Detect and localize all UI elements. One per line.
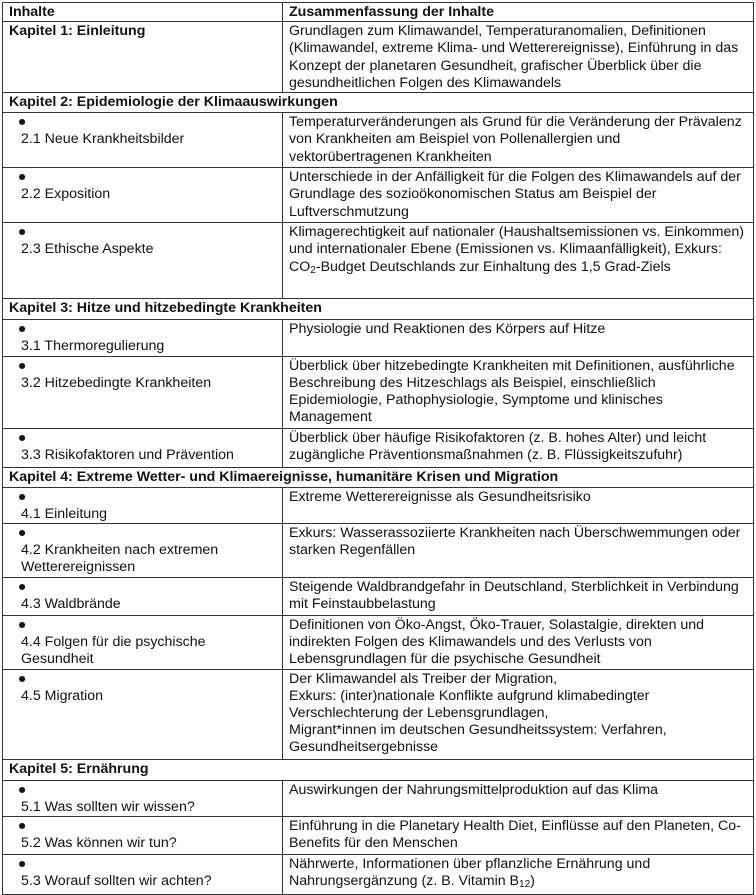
bullet-icon: ● [17,169,27,186]
row-summary: Physiologie und Reaktionen des Körpers auf Hitze [283,320,754,356]
bullet-icon: ● [17,670,27,687]
row-topic [3,855,283,895]
row-topic [3,817,283,855]
table-row [3,299,754,320]
row-topic [3,223,283,299]
bullet-icon: ● [17,429,27,446]
row-topic-label: 4.3 Waldbrände [21,595,121,612]
bullet-icon: ● [17,114,27,131]
bullet-icon: ● [17,781,27,798]
row-topic [3,168,283,223]
header-topic: Inhalte [3,3,283,22]
row-topic [3,524,283,578]
header-summary: Zusammenfassung der Inhalte [283,3,754,22]
summary-text: Klimagerechtigkeit auf nationaler (Haushaltsemissionen vs. Einkommen) und internationaler Ebene (Emissionen vs. Klimaanfälligkeit), Exkurs: CO [289,224,744,275]
table-row [3,93,754,113]
bullet-icon: ● [17,578,27,595]
row-topic-label: 4.5 Migration [21,687,104,704]
chapter-title: Kapitel 2: Epidemiologie der Klimaauswirkungen [3,93,754,113]
table-row [3,669,754,759]
table-row [3,168,754,223]
row-summary [283,223,754,299]
row-topic-label: 3.3 Risikofaktoren und Prävention [21,446,234,463]
row-topic-label: 4.2 Krankheiten nach extremen Wetterereignissen [21,542,219,576]
table-row [3,356,754,428]
row-summary: Definitionen von Öko-Angst, Öko-Trauer, Solastalgie, direkten und indirekten Folgen des Klimawandels und des Verlusts von Lebensgrundlagen für die psychische Gesundheit [283,615,754,669]
summary-text: Nährwerte, Informationen über pflanzliche Ernährung und Nahrungsergänzung (z. B. Vitamin B [289,856,651,890]
row-summary: Überblick über hitzebedingte Krankheiten mit Definitionen, ausführliche Beschreibung des Hitzeschlags als Beispiel, einschließlich Epidemiologie, Pathophysiologie, Symptome und klinisches Management [283,356,754,428]
row-topic [3,428,283,467]
bullet-icon: ● [17,616,27,633]
row-topic-label: 4.4 Folgen für die psychische Gesundheit [21,633,206,668]
summary-line: Migrant*innen im deutschen Gesundheitssystem: Verfahren, Gesundheitsergebnisse [289,722,667,756]
chapter-title: Kapitel 1: Einleitung [3,22,283,93]
row-topic [3,320,283,356]
table-row [3,320,754,356]
row-topic-label: 3.1 Thermoregulierung [21,338,165,355]
bullet-icon: ● [17,818,27,835]
table-row [3,577,754,615]
row-topic-label: 2.3 Ethische Aspekte [21,241,154,258]
row-topic-label: 2.2 Exposition [21,186,111,203]
bullet-icon: ● [17,488,27,505]
table-row [3,615,754,669]
row-summary: Exkurs: Wasserassoziierte Krankheiten nach Überschwemmungen oder starken Regenfällen [283,524,754,578]
table-row [3,759,754,780]
row-topic-label: 5.1 Was sollten wir wissen? [21,798,195,815]
table-row [3,223,754,299]
bullet-icon: ● [17,856,27,873]
row-topic [3,615,283,669]
row-topic-label: 2.1 Neue Krankheitsbilder [21,131,185,148]
row-topic [3,780,283,816]
row-topic-label: 4.1 Einleitung [21,505,107,522]
summary-line: Der Klimawandel als Treiber der Migration, [289,670,558,687]
bullet-icon: ● [17,357,27,374]
bullet-icon: ● [17,525,27,542]
summary-text: -Budget Deutschlands zur Einhaltung des 1,5 Grad-Ziels [315,258,671,275]
subscript: 12 [519,879,531,891]
row-summary: Steigende Waldbrandgefahr in Deutschland, Sterblichkeit in Verbindung mit Feinstaubbelastung [283,577,754,615]
row-summary: Grundlagen zum Klimawandel, Temperaturanomalien, Definitionen (Klimawandel, extreme Klima- und Wetterereignisse), Einführung in das Konzept der planetaren Gesundheit, grafischer Überblick über die gesundheitlichen Folgen des Klimawandels [283,22,754,93]
table-row [3,467,754,487]
table-row [3,428,754,467]
chapter-title: Kapitel 4: Extreme Wetter- und Klimaereignisse, humanitäre Krisen und Migration [3,467,754,487]
row-summary: Extreme Wetterereignisse als Gesundheitsrisiko [283,487,754,523]
row-summary [283,669,754,759]
bullet-icon: ● [17,321,27,338]
row-topic-label: 5.2 Was können wir tun? [21,835,177,852]
chapter-title: Kapitel 5: Ernährung [3,759,754,780]
table-row [3,780,754,816]
summary-line: Exkurs: (inter)nationale Konflikte aufgrund klimabedingter Verschlechterung der Lebensgrundlagen, [289,687,650,722]
row-summary: Überblick über häufige Risikofaktoren (z. B. hohes Alter) und leicht zugängliche Präventionsmaßnahmen (z. B. Flüssigkeitszufuhr) [283,428,754,467]
table-row [3,487,754,523]
row-summary: Auswirkungen der Nahrungsmittelproduktion auf das Klima [283,780,754,816]
table-row [3,22,754,93]
row-summary: Temperaturveränderungen als Grund für die Veränderung der Prävalenz von Krankheiten am Beispiel von Pollenallergien und vektorübertragenen Krankheiten [283,113,754,168]
table-row [3,817,754,855]
bullet-icon: ● [17,224,27,241]
content-table [2,2,754,895]
row-topic-label: 3.2 Hitzebedingte Krankheiten [21,374,212,391]
row-topic [3,487,283,523]
table-row [3,113,754,168]
table-row [3,524,754,578]
table-row [3,855,754,895]
chapter-title: Kapitel 3: Hitze und hitzebedingte Krankheiten [3,299,754,320]
row-summary [283,855,754,895]
summary-text: ) [530,873,535,890]
row-summary: Unterschiede in der Anfälligkeit für die Folgen des Klimawandels auf der Grundlage des sozioökonomischen Status am Beispiel der Luftverschmutzung [283,168,754,223]
subscript: 2 [310,264,316,276]
row-summary: Einführung in die Planetary Health Diet, Einflüsse auf den Planeten, Co-Benefits für den Menschen [283,817,754,855]
row-topic [3,577,283,615]
row-topic [3,669,283,759]
row-topic [3,356,283,428]
row-topic-label: 5.3 Worauf sollten wir achten? [21,873,212,890]
row-topic [3,113,283,168]
header-row [3,3,754,22]
table-body [3,22,754,895]
